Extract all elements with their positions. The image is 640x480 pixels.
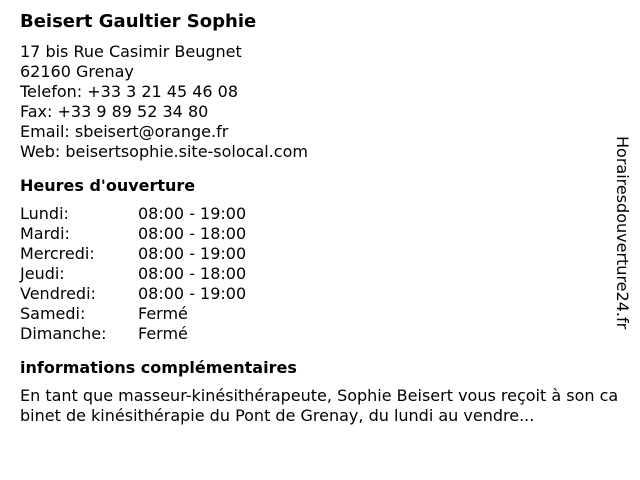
day-hours: 08:00 - 19:00	[138, 204, 247, 223]
hours-row-wednesday	[20, 244, 620, 264]
day-hours: 08:00 - 19:00	[138, 244, 247, 263]
day-label: Mercredi:	[20, 244, 95, 263]
address-city: 62160 Grenay	[20, 62, 134, 81]
day-label: Dimanche:	[20, 324, 107, 343]
hours-row-sunday	[20, 324, 620, 344]
web-line: Web: beisertsophie.site-solocal.com	[20, 142, 308, 161]
phone-line: Telefon: +33 3 21 45 46 08	[20, 82, 239, 101]
info-description: En tant que masseur-kinésithérapeute, Sophie Beisert vous reçoit à son cabinet de kinésithérapie du Pont de Grenay, du lundi au vendre...	[20, 386, 619, 425]
hours-row-thursday	[20, 264, 620, 284]
hours-row-tuesday	[20, 224, 620, 244]
hours-row-friday	[20, 284, 620, 304]
day-label: Jeudi:	[20, 264, 65, 283]
address-street: 17 bis Rue Casimir Beugnet	[20, 42, 242, 61]
info-heading: informations complémentaires	[20, 358, 297, 377]
hours-row-monday	[20, 204, 620, 224]
fax-line: Fax: +33 9 89 52 34 80	[20, 102, 209, 121]
day-hours: Fermé	[138, 324, 188, 343]
contact-block	[20, 42, 620, 162]
hours-row-saturday	[20, 304, 620, 324]
business-card	[20, 10, 620, 426]
email-line: Email: sbeisert@orange.fr	[20, 122, 229, 141]
site-watermark: Horairesdouverture24.fr	[613, 136, 632, 330]
day-hours: 08:00 - 19:00	[138, 284, 247, 303]
day-label: Lundi:	[20, 204, 69, 223]
hours-heading: Heures d'ouverture	[20, 176, 196, 195]
day-hours: 08:00 - 18:00	[138, 224, 247, 243]
business-name: Beisert Gaultier Sophie	[20, 11, 257, 32]
hours-table	[20, 204, 620, 344]
day-label: Mardi:	[20, 224, 70, 243]
day-hours: Fermé	[138, 304, 188, 323]
day-hours: 08:00 - 18:00	[138, 264, 247, 283]
day-label: Samedi:	[20, 304, 86, 323]
day-label: Vendredi:	[20, 284, 96, 303]
